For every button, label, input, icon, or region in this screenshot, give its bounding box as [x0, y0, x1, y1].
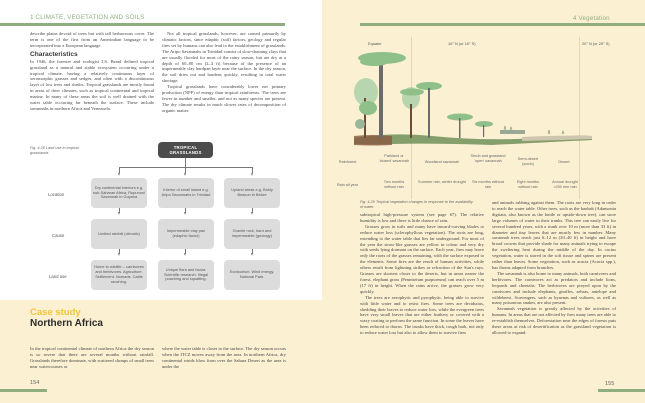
flowchart-box-land-use: Home to wildlife – carnivores and herbivores. Agriculture. Settlement. Nomads. Cattle ranching. [91, 260, 147, 290]
zone-name: Shrub and grassland 'open' savannah [470, 154, 506, 163]
flowchart-box-cause: Granite rock, hard and impermeable (geology) [224, 219, 280, 249]
text-column-2 [492, 200, 616, 336]
section-heading: Characteristics [30, 50, 78, 58]
right-page [322, 0, 645, 403]
arrow-down-icon [118, 253, 120, 256]
zone-name: Semi-desert (scrub) [517, 157, 539, 166]
running-head: 1 CLIMATE, VEGETATION AND SOILS [30, 14, 145, 21]
row-label-location: Location [48, 192, 65, 197]
tree-canopy [359, 101, 377, 115]
text-column-1 [360, 212, 484, 336]
tree-canopy [400, 89, 424, 96]
paragraph: In the tropical continental climate of northern Africa the dry season is so severe that there are several months without rainfall. Grasslands therefore dominate, with scattered clumps of small trees near watercourses or [30, 346, 154, 369]
arrow-down-icon [184, 212, 186, 215]
zone-rainfall: Two months without rain [383, 180, 405, 189]
latitude-label: 20° N (or 20° S) [582, 41, 610, 46]
paragraph: and animals rubbing against them. The roots are very long in order to reach the water table. Other trees, such as the baobab (Adansonia digitata, also known as the bottle or upside-down tree), can store large volumes of water in their trunks. This tree can easily live for several hundred years, with a trunk over 10 m (more than 33 ft) in diameter and tiny leaves that are mostly few in number. Many savannah trees reach just 6–12 m (20–40 ft) in height and have broad crowns that provide shade for many animals trying to escape the sweltering heat during the middle of the day. In cactus vegetation, water is stored in the soft tissue and spines are present rather than leaves. Some vegetation, such as acacia (Acacia spp.), has thorns adapted from branches. [492, 200, 616, 270]
tree-trunk [379, 62, 383, 138]
intro-paragraph: describe plains devoid of trees but with tall herbaceous cover. The term is one of the first from an Amerindian language to be incorporated into a European language. [30, 31, 154, 48]
paragraph: Tropical grasslands have considerably lower net primary production (NPP) of energy than tropical rainforests. The trees are fewer in number and smaller, and not as many species are present. The dry climate results in much slower rates of decomposition of organic matter. [162, 84, 286, 113]
footer-rule [0, 389, 47, 392]
flowchart-box-land-use: Unique flora and fauna. Scientific research. Illegal poaching and squatting. [158, 260, 214, 290]
zone-rainfall: Annual drought <250 mm rain [552, 180, 578, 189]
footer-rule [598, 389, 645, 392]
zone-rainfall: Six months without rain [472, 180, 504, 189]
case-study-column-1 [30, 346, 154, 370]
paragraph: Savannah vegetation is greatly affected by the activities of humans. In areas that are not affected by fires many trees are able to re-establish themselves. Deforestation near the edges of forests puts these areas at risk of desertification as the grassland vegetation is allowed to expand. [492, 306, 616, 335]
flowchart-box-cause: Limited rainfall (climatic) [91, 219, 147, 249]
grass-tufts [500, 130, 525, 134]
connector [185, 158, 186, 167]
page-number: 154 [30, 380, 40, 386]
tree-trunk [410, 104, 412, 138]
case-study-column-2 [162, 346, 286, 370]
flowchart-box-cause: Impermeable clay pan (edaphic factor) [158, 219, 214, 249]
flowchart-root: TROPICAL GRASSLANDS [158, 142, 213, 158]
zone-name: Desert [558, 160, 570, 164]
zone-name: Woodland savannah [424, 160, 460, 164]
paragraph: Grasses grow in tufts and many have inward-curving blades to reduce water loss (sclerophyllous vegetation). The roots are long, extending to the water table that lies far underground. For most of the year the straw-like grasses are yellow in colour and very dry with seeds lying dormant on the surface. Each year, fires may leave only the roots of the grasses remaining, with the surface exposed to the elements. Some fires are the result of human activities, while others result from lightning strikes or refraction of the Sun's rays. Grasses are shortest closer to the deserts, but in areas nearer the forest, elephant grass (Pennisetum purpureum) can reach over 5 m (17 ft) in height. When the rains arrive, the grasses grow very quickly. [360, 223, 484, 294]
running-head: 4 Vegetation [573, 15, 610, 22]
flowchart-box-location: Interior of small island e.g. Aripo Savannahs in Trinidad [158, 178, 214, 208]
tree-trunk [428, 88, 430, 138]
paragraph: Not all tropical grasslands, however, are caused primarily by climatic factors, since edaphic (soil) factors, geology and regular fires set by humans can also lead to the establishment of grasslands. The Aripo Savannahs in Trinidad consist of slow-draining clays that are usually flooded for most of the rainy season, but are dry at a depth of 60–80 cm (2–3 ft) because of the presence of an impermeable clay hardpan layer near the surface. In the dry season, the soil dries out and hardens quickly, resulting in total water shortage. [162, 31, 286, 84]
page-number: 155 [605, 381, 615, 387]
arrow-down-icon [251, 253, 253, 256]
arrow-down-icon [184, 253, 186, 256]
row-label-cause: Cause [52, 233, 65, 238]
arrow-down-icon [251, 212, 253, 215]
arrow-down-icon [251, 173, 253, 176]
soil [354, 135, 392, 146]
scrub [548, 130, 564, 134]
flowchart-box-location: Dry continental interiors e.g. sub-Saharan Africa, Rupununi Savannah in Guyana [91, 178, 147, 208]
text-column-1 [30, 31, 154, 112]
shrub [504, 126, 512, 130]
tree-trunk [459, 118, 461, 138]
header-rule [0, 23, 285, 26]
zone-rainfall: Eight months without rain [516, 180, 540, 189]
latitude-label: Equator [368, 41, 382, 46]
zone-rainfall: Rain all year [336, 183, 359, 187]
arrow-down-icon [184, 173, 186, 176]
characteristics-paragraph: In 1946, the forester and ecologist J.S. Beard defined tropical grassland as a natural and stable ecosystem occurring under a tropical climate, having a relatively continuous layer of xeromorphic grasses and sedges, and often with a discontinuous layer of low trees and shrubs. Tropical grasslands are mostly found in areas of drier climates, such as tropical continental and tropical marine. In many of these areas the soil is well drained with the water table occurring far beneath the surface. These include savannahs in northern Africa and Venezuela. [30, 58, 154, 111]
vegetation-illustration [352, 48, 592, 148]
arrow-down-icon [118, 212, 120, 215]
figure-caption: Fig. 4.28 Land use in tropical grasslands [30, 146, 79, 155]
figure-caption: Fig. 4.29 Tropical vegetation changes in response to the availability of water. [360, 200, 473, 209]
header-rule [360, 23, 645, 26]
left-page [0, 0, 322, 403]
case-study-kicker: Case study [30, 307, 81, 318]
zone-rainfall: Summer rain, winter drought [418, 180, 466, 184]
row-label-land-use: Land use [49, 274, 67, 279]
flowchart-box-land-use: Ecotourism. Wind energy. National Park. [224, 260, 280, 290]
paragraph: The trees are xerophytic and pyrophytic, being able to survive with little water and to resist fires. Some trees are deciduous, shedding their leaves to reduce water loss, while the evergreen trees have very small leaves that are either leathery or covered with a waxy coating to perform the same function. In some the leaves have been reduced to thorns. The trunks have thick, rough bark, not only to reduce water loss but also to allow them to survive fires [360, 294, 484, 336]
case-study-title: Northern Africa [30, 318, 103, 329]
zone-name: Parkland or 'closed' savannah [379, 154, 409, 163]
zone-name: Rainforest [338, 160, 357, 164]
shrub [355, 119, 365, 129]
paragraph: where the water table is closer to the surface. The dry season occurs when the ITCZ moves away from the area. In northern Africa, dry continental winds blow from over the Sahara Desert as the area is under the [162, 346, 286, 369]
tree-trunk [483, 125, 484, 137]
arrow-down-icon [118, 173, 120, 176]
text-column-2 [162, 31, 286, 114]
tree-canopy [360, 58, 388, 66]
paragraph: The savannah is also home to many animals, both carnivores and herbivores. The carnivores act as predators and include lions, leopards and cheetahs. The herbivores are preyed upon by the carnivores and include elephants, giraffes, zebras, antelope and wildebeest. Scavengers, such as hyaenas and vultures, as well as many poisonous snakes, are also present. [492, 270, 616, 306]
paragraph: subtropical high-pressure system (see page 67). The relative humidity is low and there is little chance of rain. [360, 212, 484, 223]
latitude-label: 10° N (or 10° S) [448, 41, 476, 46]
flowchart-box-location: Upland areas e.g. Baldy Beacon in Belize [224, 178, 280, 208]
